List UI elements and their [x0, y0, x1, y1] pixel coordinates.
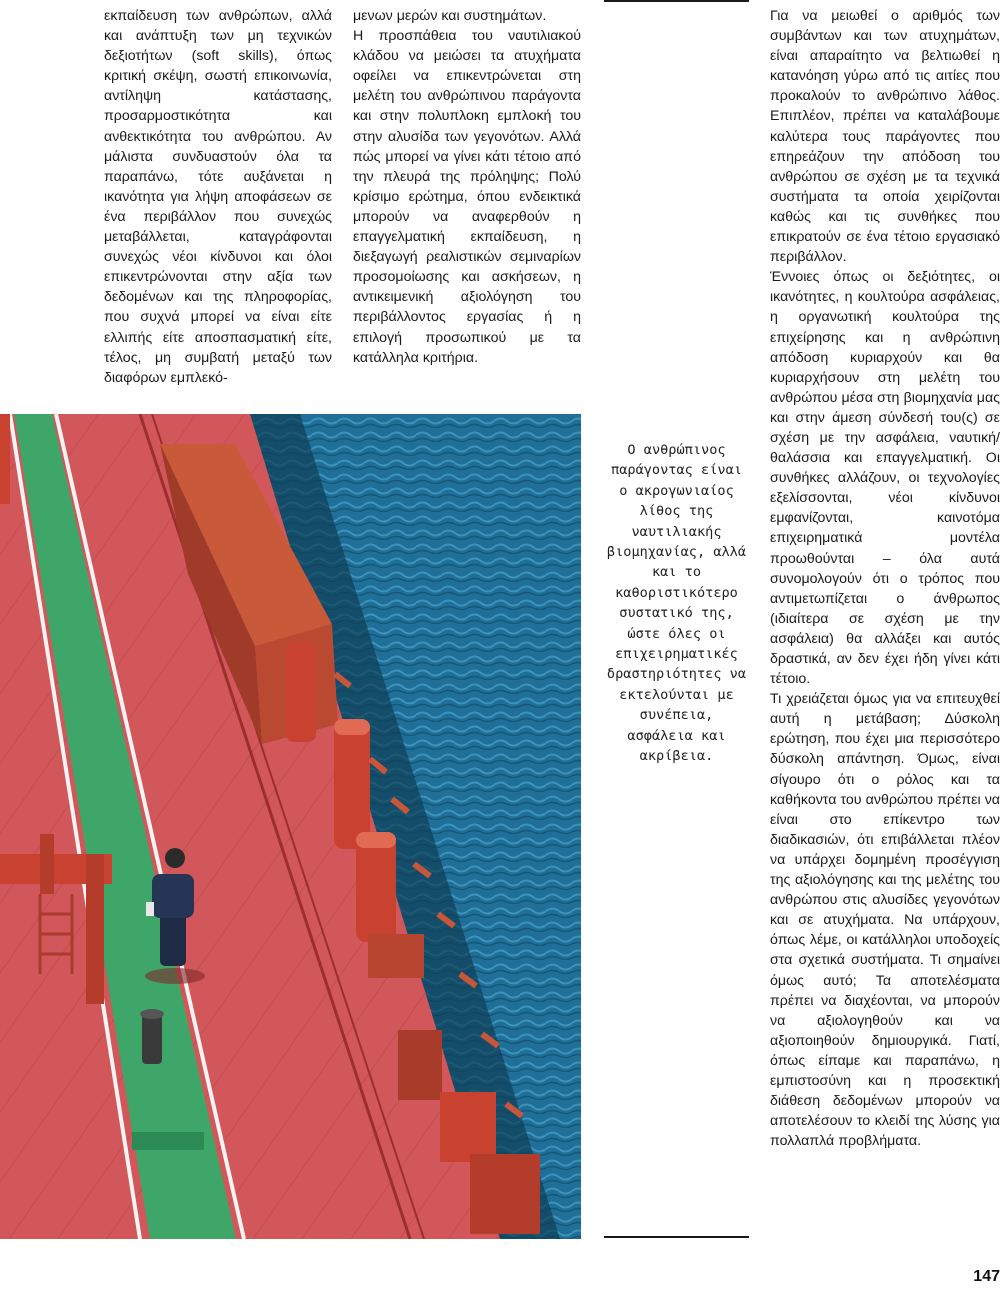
paragraph: Η προσπάθεια του ναυτιλιακού κλάδου να μειώσει τα ατυχήματα οφείλει να επικεντρώνεται στη μελέτη του ανθρώπινου παράγοντα και στην πολυπλοκη εμπλοκή του στην αλυσίδα των γεγονότων. Αλλά πώς μπορεί να γίνει κάτι τέτοιο από την πλευρά της πρόληψης; Πολύ κρίσιμο ερώτημα, όπου ενδεικτικά μπορούν να αναφερθούν η επαγγελματική εκπαίδευση, η διεξαγωγή ρεαλιστικών σεμιναρίων προσομοίωσης και ασκήσεων, η αντικειμενική αξιολόγηση του περιβάλλοντος εργασίας ή η επιλογή προσωπικού με τα κατάλληλα κριτήρια.	[353, 28, 581, 366]
text-column-2	[353, 6, 581, 368]
pipe	[334, 719, 370, 849]
paragraph: Τι χρειάζεται όμως για να επιτευχθεί αυτή η μετάβαση; Δύσκολη ερώτηση, που έχει μια περισσότερο δύσκολη απάντηση. Όμως, είναι σίγουρο ότι ο ρόλος και τα καθήκοντα του ανθρώπου πρέπει να είναι στο επίκεντρο των διαδικασιών, ότι επιβάλλεται πλέον να υπάρχει δομημένη προσέγγιση της αξιολόγησης και της μελέτης του ανθρώπου στις αλυσίδες γεγονότων και σε ατυχήματα. Να υπάρχουν, όπως λέμε, οι κατάλληλοι υποδοχείς στα σχετικά συστήματα. Τι σημαίνει όμως αυτό; Τα αποτελέσματα πρέπει να διαχέονται, να μπορούν να αξιολογηθούν και να αξιοποιηθούν δημιουργικά. Γιατί, όπως είπαμε και παραπάνω, η εμπιστοσύνη και η προσεκτική διάθεση δεδομένων μπορούν να αποτελέσουν το κλειδί της λύσης για πολλαπλά προβλήματα.	[770, 691, 1000, 1150]
text-column-4	[770, 6, 1000, 1151]
pull-quote-top-rule	[604, 0, 749, 2]
pipe	[356, 832, 396, 942]
page-number: 147	[973, 1268, 1000, 1285]
ship-deck-photo	[0, 414, 581, 1239]
pull-quote: Ο ανθρώπινος παράγοντας είναι ο ακρογωνιαίος λίθος της ναυτιλιακής βιομηχανίας, αλλά και το καθοριστικότερο συστατικό της, ώστε όλες οι επιχειρηματικές δραστηριότητες να εκτελούνται με συνέπεια, ασφάλεια και ακρίβεια.	[606, 442, 747, 765]
paragraph: Έννοιες όπως οι δεξιότητες, οι ικανότητες, η κουλτούρα ασφάλειας, η οργανωτική κουλτούρα της επιχείρησης και η ανθρώπινη απόδοση κυριαρχούν και θα κυριαρχήσουν στη μελέτη του ανθρώπου μέσα στη βιομηχανία μας και στην άμεση σύνδεσή του(ς) σε σχέση με την ασφάλεια, ναυτική/θαλάσσια και επαγγελματική. Οι συνθήκες αλλάζουν, οι τεχνολογίες εξελίσσονται, νέοι κίνδυνοι εμφανίζονται, καινοτόμα επιχειρηματικά μοντέλα προωθούνται – όλα αυτά συνομολογούν ότι ο τρόπος που αντιμετωπίζεται ο άνθρωπος (ιδιαίτερα σε σχέση με την ασφάλεια) θα αλλάξει και αυτός δραστικά, αν δεν έχει ήδη γίνει κάτι τέτοιο.	[770, 269, 1000, 688]
pull-quote-bottom-rule	[604, 1236, 749, 1238]
paragraph: Για να μειωθεί ο αριθμός των συμβάντων και των ατυχημάτων, είναι απαραίτητο να βελτιωθεί η κατανόηση γύρω από τις αιτίες που προκαλούν το ανθρώπινο λάθος. Επιπλέον, πρέπει να καταλάβουμε καλύτερα τους παράγοντες που επηρεάζουν την απόδοση του ανθρώπου σε σχέση με τα τεχνικά συστήματα τα οποία χειρίζονται καθώς και τις συνθήκες που επικρατούν σε ένα τέτοιο εργασιακό περιβάλλον.	[770, 8, 1000, 266]
pipe	[286, 642, 316, 742]
text-column-1	[104, 6, 332, 388]
paragraph: μενων μερών και συστημάτων.	[353, 8, 547, 24]
paragraph: εκπαίδευση των ανθρώπων, αλλά και ανάπτυξη των μη τεχνικών δεξιοτήτων (soft skills), όπως κριτική σκέψη, σωστή επικοινωνία, αντίληψη κατάστασης, προσαρμοστικότητα και ανθεκτικότητα του ανθρώπου. Αν μάλιστα συνδυαστούν όλα τα παραπάνω, τότε αυξάνεται η ικανότητα για λήψη αποφάσεων σε ένα περιβάλλον που συνεχώς μεταβάλλεται, καταγράφονται συνεχώς νέοι κίνδυνοι και όλοι επικεντρώνονται στην αξία των δεδομένων και της πληροφορίας, που συχνά μπορεί να είναι είτε ελλιπής είτε αποσπασματική είτε, τέλος, μη συμβατή μεταξύ των διαφόρων εμπλεκό-	[104, 8, 332, 386]
